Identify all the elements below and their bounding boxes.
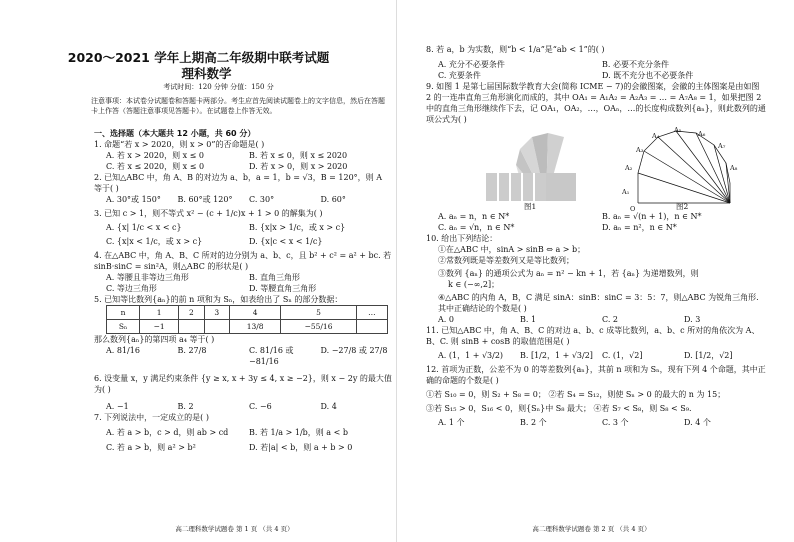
option-d: D. 4 个 bbox=[684, 418, 711, 427]
options-1b bbox=[94, 161, 392, 172]
option-d: D. 若 x > 0，则 x > 2020 bbox=[249, 162, 348, 171]
page-footer: 高二理科数学试题卷 第 1 页 （共 4 页） bbox=[175, 525, 294, 533]
option-a: A. {x| 1/c < x < c} bbox=[106, 223, 182, 232]
option-c: C. (1，√2] bbox=[602, 351, 643, 360]
question-7: 7. 下列说法中，一定成立的是( ) bbox=[94, 413, 209, 422]
option-a: A. 0 bbox=[438, 315, 454, 324]
option-b: B. {x|x > 1/c，或 x > c} bbox=[249, 223, 346, 232]
option-d: D. 既不充分也不必要条件 bbox=[602, 71, 694, 80]
option-d: D. [1/2，√2] bbox=[684, 351, 733, 360]
option-d: D. 若|a| < b，则 a + b > 0 bbox=[249, 443, 353, 452]
question-5: 5. 已知等比数列{aₙ}的前 n 项和为 Sₙ，如表给出了 Sₙ 的部分数据： bbox=[94, 295, 343, 304]
fig1-emblem bbox=[486, 133, 576, 201]
option-a: A. 若 x > 2020，则 x ≤ 0 bbox=[106, 151, 204, 160]
option-a: A. 1 个 bbox=[438, 418, 465, 427]
option-a: A. aₙ = n，n ∈ N* bbox=[438, 212, 510, 221]
q10-item: ④△ABC 的内角 A，B，C 满足 sinA：sinB：sinC = 3：5：7，则△ABC 为锐角三角形. 其中正确结论的个数是( ) bbox=[438, 293, 759, 313]
q10-item: ③数列 {aₙ} 的通项公式为 aₙ = n² − kn + 1，若 {aₙ} 为递增数列，则 bbox=[438, 269, 699, 278]
table-cell: 1 bbox=[140, 306, 179, 320]
question-8: 8. 若 a，b 为实数，则“b < 1/a”是“ab < 1”的( ) bbox=[426, 45, 605, 54]
question-9: 9. 如图 1 是第七届国际数学教育大会(简称 ICME − 7)的会徽图案，会徽的主体图案是由如图 2 的一连串直角三角形演化而成的，其中 OA₁ = A₁A₂ = A₂A₃ = … = A₇A₈ = 1，如果把图 2 中的直角三角形继续作下去，记 OA₁，OA₂，…，OAₙ，…的长度构成数列{aₙ}，则此数列的通项公式为( ) bbox=[426, 82, 766, 124]
option-c: C. aₙ = √n，n ∈ N* bbox=[438, 223, 515, 232]
option-a: A. 30°或 150° bbox=[106, 195, 161, 204]
options-3b bbox=[94, 236, 392, 247]
question-6: 6. 设变量 x，y 满足约束条件 {y ≥ x, x + 3y ≤ 4, x ≥ −2}，则 x − 2y 的最大值为( ) bbox=[94, 374, 392, 394]
fig1-caption: 图1 bbox=[524, 202, 537, 211]
option-c: C. 充要条件 bbox=[438, 71, 481, 80]
q9-figures bbox=[426, 125, 766, 211]
question-4: 4. 在△ABC 中，角 A、B、C 所对的边分别为 a、b、c，且 b² + c² = a² + bc. 若 sinB·sinC = sin²A，则△ABC 的形状是( ) bbox=[94, 251, 392, 271]
table-cell: Sₙ bbox=[107, 320, 140, 334]
q12-item: ③若 S₁₅ > 0，S₁₆ < 0，则{Sₙ}中 S₈ 最大； ④若 S₇ < S₈，则 S₈ < S₉. bbox=[426, 404, 692, 413]
option-b: B. 2 bbox=[177, 402, 194, 411]
table-cell: … bbox=[356, 306, 387, 320]
option-a: A. 等腰且非等边三角形 bbox=[106, 273, 189, 282]
option-a: A. −1 bbox=[106, 402, 129, 411]
option-b: B. 2 个 bbox=[520, 418, 547, 427]
option-c: C. 3 个 bbox=[602, 418, 629, 427]
option-c: C. 若 a > b，则 a² > b² bbox=[106, 443, 196, 452]
options-1 bbox=[94, 150, 392, 161]
options-2 bbox=[94, 194, 392, 205]
fig2-label: A₃ bbox=[636, 146, 644, 154]
table-cell bbox=[179, 320, 204, 334]
option-d: D. {x|c < x < 1/c} bbox=[249, 237, 323, 246]
options-9 bbox=[426, 211, 766, 222]
options-8 bbox=[426, 59, 766, 70]
option-d: D. 3 bbox=[684, 315, 701, 324]
fig2-label: A₅ bbox=[674, 126, 682, 134]
option-d: D. 4 bbox=[320, 402, 337, 411]
question-1: 1. 命题“若 x > 2020，则 x > 0”的否命题是( ) bbox=[94, 140, 265, 149]
option-b: B. 若 1/a > 1/b，则 a < b bbox=[249, 428, 348, 437]
option-d: D. −27/8 或 27/8 bbox=[320, 346, 388, 355]
option-a: A. 81/16 bbox=[106, 346, 140, 355]
exam-notice: 注意事项：本试卷分试题卷和答题卡两部分。考生应首先阅读试题卷上的文字信息，然后在答题卡上作答（答题注意事项见答题卡）。在试题卷上作答无效。 bbox=[91, 97, 385, 115]
options-9b bbox=[426, 222, 766, 233]
option-c: C. 81/16 或 −81/16 bbox=[249, 346, 294, 366]
table-cell: 13/8 bbox=[229, 320, 280, 334]
option-a: A. 若 a > b，c > d，则 ab > cd bbox=[106, 428, 229, 437]
question-2: 2. 已知△ABC 中，角 A、B 的对边为 a、b，a = 1，b = √3，B = 120°，则 A 等于( ) bbox=[94, 173, 382, 193]
option-b: B. 27/8 bbox=[177, 346, 207, 355]
table-row bbox=[107, 320, 388, 334]
option-b: B. 60°或 120° bbox=[177, 195, 233, 204]
option-b: B. aₙ = √(n + 1)，n ∈ N* bbox=[602, 212, 702, 221]
option-c: C. 2 bbox=[602, 315, 619, 324]
options-8b bbox=[426, 70, 766, 81]
table-cell bbox=[356, 320, 387, 334]
fig2-label: A₆ bbox=[698, 130, 706, 138]
fig1-base bbox=[486, 173, 546, 201]
fig2-label: A₂ bbox=[625, 164, 633, 172]
options-11 bbox=[426, 350, 766, 361]
section-heading: 一、选择题（本大题共 12 小题，共 60 分） bbox=[94, 129, 256, 138]
table-cell: 4 bbox=[229, 306, 280, 320]
fig2-label-A0: O bbox=[630, 205, 636, 211]
questions-left bbox=[94, 128, 392, 453]
option-d: D. aₙ = n²，n ∈ N* bbox=[602, 223, 677, 232]
option-b: B. 直角三角形 bbox=[249, 273, 300, 282]
sn-table bbox=[106, 305, 388, 334]
options-12 bbox=[426, 417, 766, 428]
q10-item: ①在△ABC 中，sinA > sinB ⇔ a > b； bbox=[438, 245, 586, 254]
fig2-label: A₇ bbox=[718, 142, 726, 150]
option-b: B. [1/2，1 + √3/2] bbox=[520, 351, 593, 360]
q10-item-cont: k ∈ (−∞,2]； bbox=[448, 280, 500, 289]
options-5 bbox=[94, 345, 392, 367]
fig1-base-right bbox=[546, 173, 576, 201]
question-10: 10. 给出下列结论： bbox=[426, 234, 498, 243]
option-b: B. 若 x ≤ 0，则 x ≤ 2020 bbox=[249, 151, 348, 160]
fig2-label: A₄ bbox=[652, 132, 660, 140]
fig2-caption: 图2 bbox=[676, 202, 689, 211]
table-cell bbox=[204, 320, 229, 334]
option-a: A. 充分不必要条件 bbox=[438, 60, 505, 69]
table-row bbox=[107, 306, 388, 320]
option-c: C. 若 x ≤ 2020，则 x ≤ 0 bbox=[106, 162, 205, 171]
options-4 bbox=[94, 272, 392, 283]
option-b: B. 1 bbox=[520, 315, 537, 324]
options-6 bbox=[94, 401, 392, 412]
options-7b bbox=[94, 442, 392, 453]
question-5-follow: 那么数列{aₙ}的第四项 a₄ 等于( ) bbox=[94, 335, 215, 344]
table-cell: n bbox=[107, 306, 140, 320]
option-c: C. {x|x < 1/c，或 x > c} bbox=[106, 237, 203, 246]
option-c: C. −6 bbox=[249, 402, 272, 411]
question-3: 3. 已知 c > 1，则不等式 x² − (c + 1/c)x + 1 > 0 的解集为( ) bbox=[94, 209, 323, 218]
fig2-label: A₁ bbox=[622, 188, 630, 196]
fig2-label: A₈ bbox=[730, 164, 738, 172]
table-cell: 2 bbox=[179, 306, 204, 320]
options-10 bbox=[426, 314, 766, 325]
page-footer: 高二理科数学试题卷 第 2 页 （共 4 页） bbox=[532, 525, 651, 533]
exam-info: 考试时间：120 分钟 分值：150 分 bbox=[163, 83, 274, 91]
page-2 bbox=[397, 0, 794, 542]
option-b: B. 必要不充分条件 bbox=[602, 60, 669, 69]
q10-item: ②常数列既是等差数列又是等比数列； bbox=[438, 256, 574, 265]
option-d: D. 等腰直角三角形 bbox=[249, 284, 317, 293]
option-c: C. 等边三角形 bbox=[106, 284, 157, 293]
question-12: 12. 首项为正数，公差不为 0 的等差数列{aₙ}，其前 n 项和为 Sₙ，现有下列 4 个命题，其中正确的命题的个数是( ) bbox=[426, 365, 766, 385]
option-d: D. 60° bbox=[320, 195, 346, 204]
options-3 bbox=[94, 222, 392, 233]
options-7 bbox=[94, 427, 392, 438]
icme-figures bbox=[426, 125, 766, 211]
options-4b bbox=[94, 283, 392, 294]
table-cell: −1 bbox=[140, 320, 179, 334]
exam-title: 2020～2021 学年上期高二年级期中联考试题 bbox=[67, 50, 330, 65]
table-cell: 5 bbox=[281, 306, 356, 320]
table-cell: −55/16 bbox=[281, 320, 356, 334]
questions-right bbox=[426, 44, 766, 428]
table-cell: 3 bbox=[204, 306, 229, 320]
option-c: C. 30° bbox=[249, 195, 275, 204]
q12-item: ①若 S₁₀ = 0，则 S₂ + S₈ = 0； ②若 S₄ = S₁₂，则使 Sₙ > 0 的最大的 n 为 15； bbox=[426, 390, 726, 399]
option-a: A. (1，1 + √3/2) bbox=[438, 351, 504, 360]
exam-subtitle: 理科数学 bbox=[181, 66, 232, 81]
question-11: 11. 已知△ABC 中，角 A、B、C 的对边 a、b、c 成等比数列，a、b、c 所对的角依次为 A、B、C. 则 sinB + cosB 的取值范围是( ) bbox=[426, 326, 760, 346]
